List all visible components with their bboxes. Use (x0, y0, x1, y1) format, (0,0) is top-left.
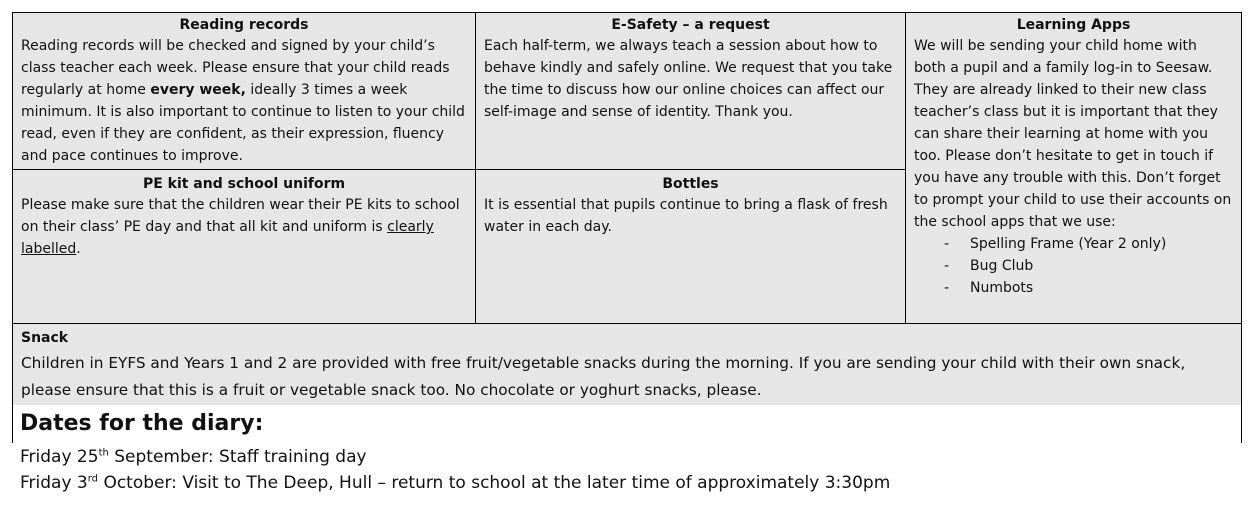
learning-apps-box (905, 12, 1242, 324)
pe-kit-title: PE kit and school uniform (142, 176, 346, 192)
diary-entry (20, 445, 367, 469)
diary-entry-suffix: th (98, 447, 109, 459)
diary-entry-text: October: Visit to The Deep, Hull – return to school at the later time of approximately 3:30pm (98, 473, 891, 493)
snack-title: Snack (21, 330, 69, 346)
apps-list (914, 233, 1233, 299)
pe-text-end: . (76, 241, 81, 257)
learning-apps-title: Learning Apps (1016, 17, 1131, 33)
list-item: - Spelling Frame (Year 2 only) (944, 233, 1233, 255)
diary-entry-suffix: rd (87, 473, 99, 485)
diary-entry-date: Friday 25 (20, 447, 99, 467)
snack-box (12, 323, 1242, 406)
list-item: - Numbots (944, 277, 1233, 299)
pe-kit-text (21, 194, 467, 260)
learning-apps-text: We will be sending your child home with both a pupil and a family log-in to Seesaw. They are already linked to their new class teacher’s class but it is important that they can share their learning at home with you too. Please don’t hesitate to get in touch if you have any trouble with this. Don’t forget to prompt your child to use their accounts on the school apps that we use: (914, 38, 1232, 230)
esafety-title: E-Safety – a request (611, 17, 770, 33)
esafety-text: Each half-term, we always teach a session about how to behave kindly and safely online. We request that you take the time to discuss how our online choices can affect our self-image and sense of identity. Thank you. (484, 38, 893, 120)
diary-title: Dates for the diary: (20, 411, 264, 436)
esafety-box (475, 12, 906, 170)
bottles-title: Bottles (662, 176, 719, 192)
list-item: - Bug Club (944, 255, 1233, 277)
reading-text-bold: every week, (150, 82, 246, 98)
reading-records-text (21, 35, 467, 167)
snack-text: Children in EYFS and Years 1 and 2 are provided with free fruit/vegetable snacks during the morning. If you are sending your child with their own snack, please ensure that this is a fruit or vegetable snack too. No chocolate or yoghurt snacks, please. (21, 354, 1186, 399)
pe-kit-box (12, 169, 476, 324)
pe-text-start: Please make sure that the children wear their PE kits to school on their class’ PE day and that all kit and uniform is (21, 197, 460, 235)
reading-text-start: Reading records will be checked and signed by your child’s class teacher each week. Please ensure that your child reads regularly at home (21, 38, 450, 98)
diary-entry (20, 471, 890, 495)
reading-records-box (12, 12, 476, 170)
reading-text-end: ideally 3 times a week minimum. It is also important to continue to listen to your child read, even if they are confident, as their expression, fluency and pace continues to improve. (21, 82, 465, 164)
diary-entry-date: Friday 3 (20, 473, 88, 493)
diary-entry-text: September: Staff training day (108, 447, 367, 467)
bottles-box (475, 169, 906, 324)
bottles-text: It is essential that pupils continue to bring a flask of fresh water in each day. (484, 197, 888, 235)
reading-records-title: Reading records (179, 17, 309, 33)
pe-text-underlined: clearly labelled (21, 219, 434, 257)
